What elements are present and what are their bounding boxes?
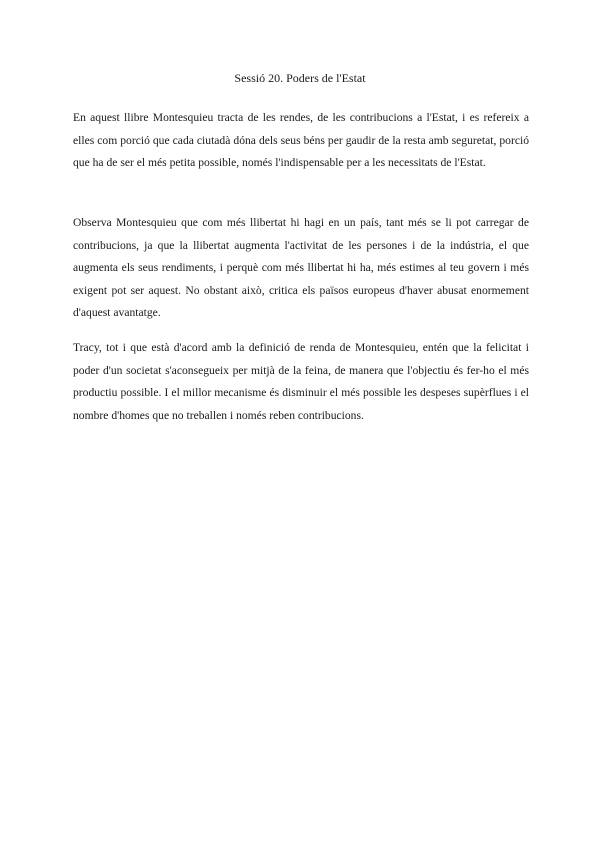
paragraph-3: Tracy, tot i que està d'acord amb la definició de renda de Montesquieu, entén que la felicitat i poder d'un societat s'aconsegueix per mitjà de la feina, de manera que l'objectiu és fer-ho el més productiu possible. I el millor mecanisme és disminuir el més possible les despeses supèrflues i el nombre d'homes que no treballen i només reben contribucions. bbox=[73, 341, 529, 422]
paragraph-1: En aquest llibre Montesquieu tracta de les rendes, de les contribucions a l'Estat, i es refereix a elles com porció que cada ciutadà dóna dels seus béns per gaudir de la resta amb seguretat, porció que ha de ser el més petita possible, només l'indispensable per a les necessitats de l'Estat. bbox=[73, 111, 529, 169]
paragraph-2: Observa Montesquieu que com més llibertat hi hagi en un país, tant més se li pot carregar de contribucions, ja que la llibertat augmenta l'activitat de les persones i de la indústria, el que augmenta els seus rendiments, i perquè com més llibertat hi ha, més estimes al teu govern i més exigent pot ser aquest. No obstant això, critica els països europeus d'haver abusat enormement d'aquest avantatge. bbox=[73, 216, 529, 319]
page-title: Sessió 20. Poders de l'Estat bbox=[234, 71, 366, 85]
